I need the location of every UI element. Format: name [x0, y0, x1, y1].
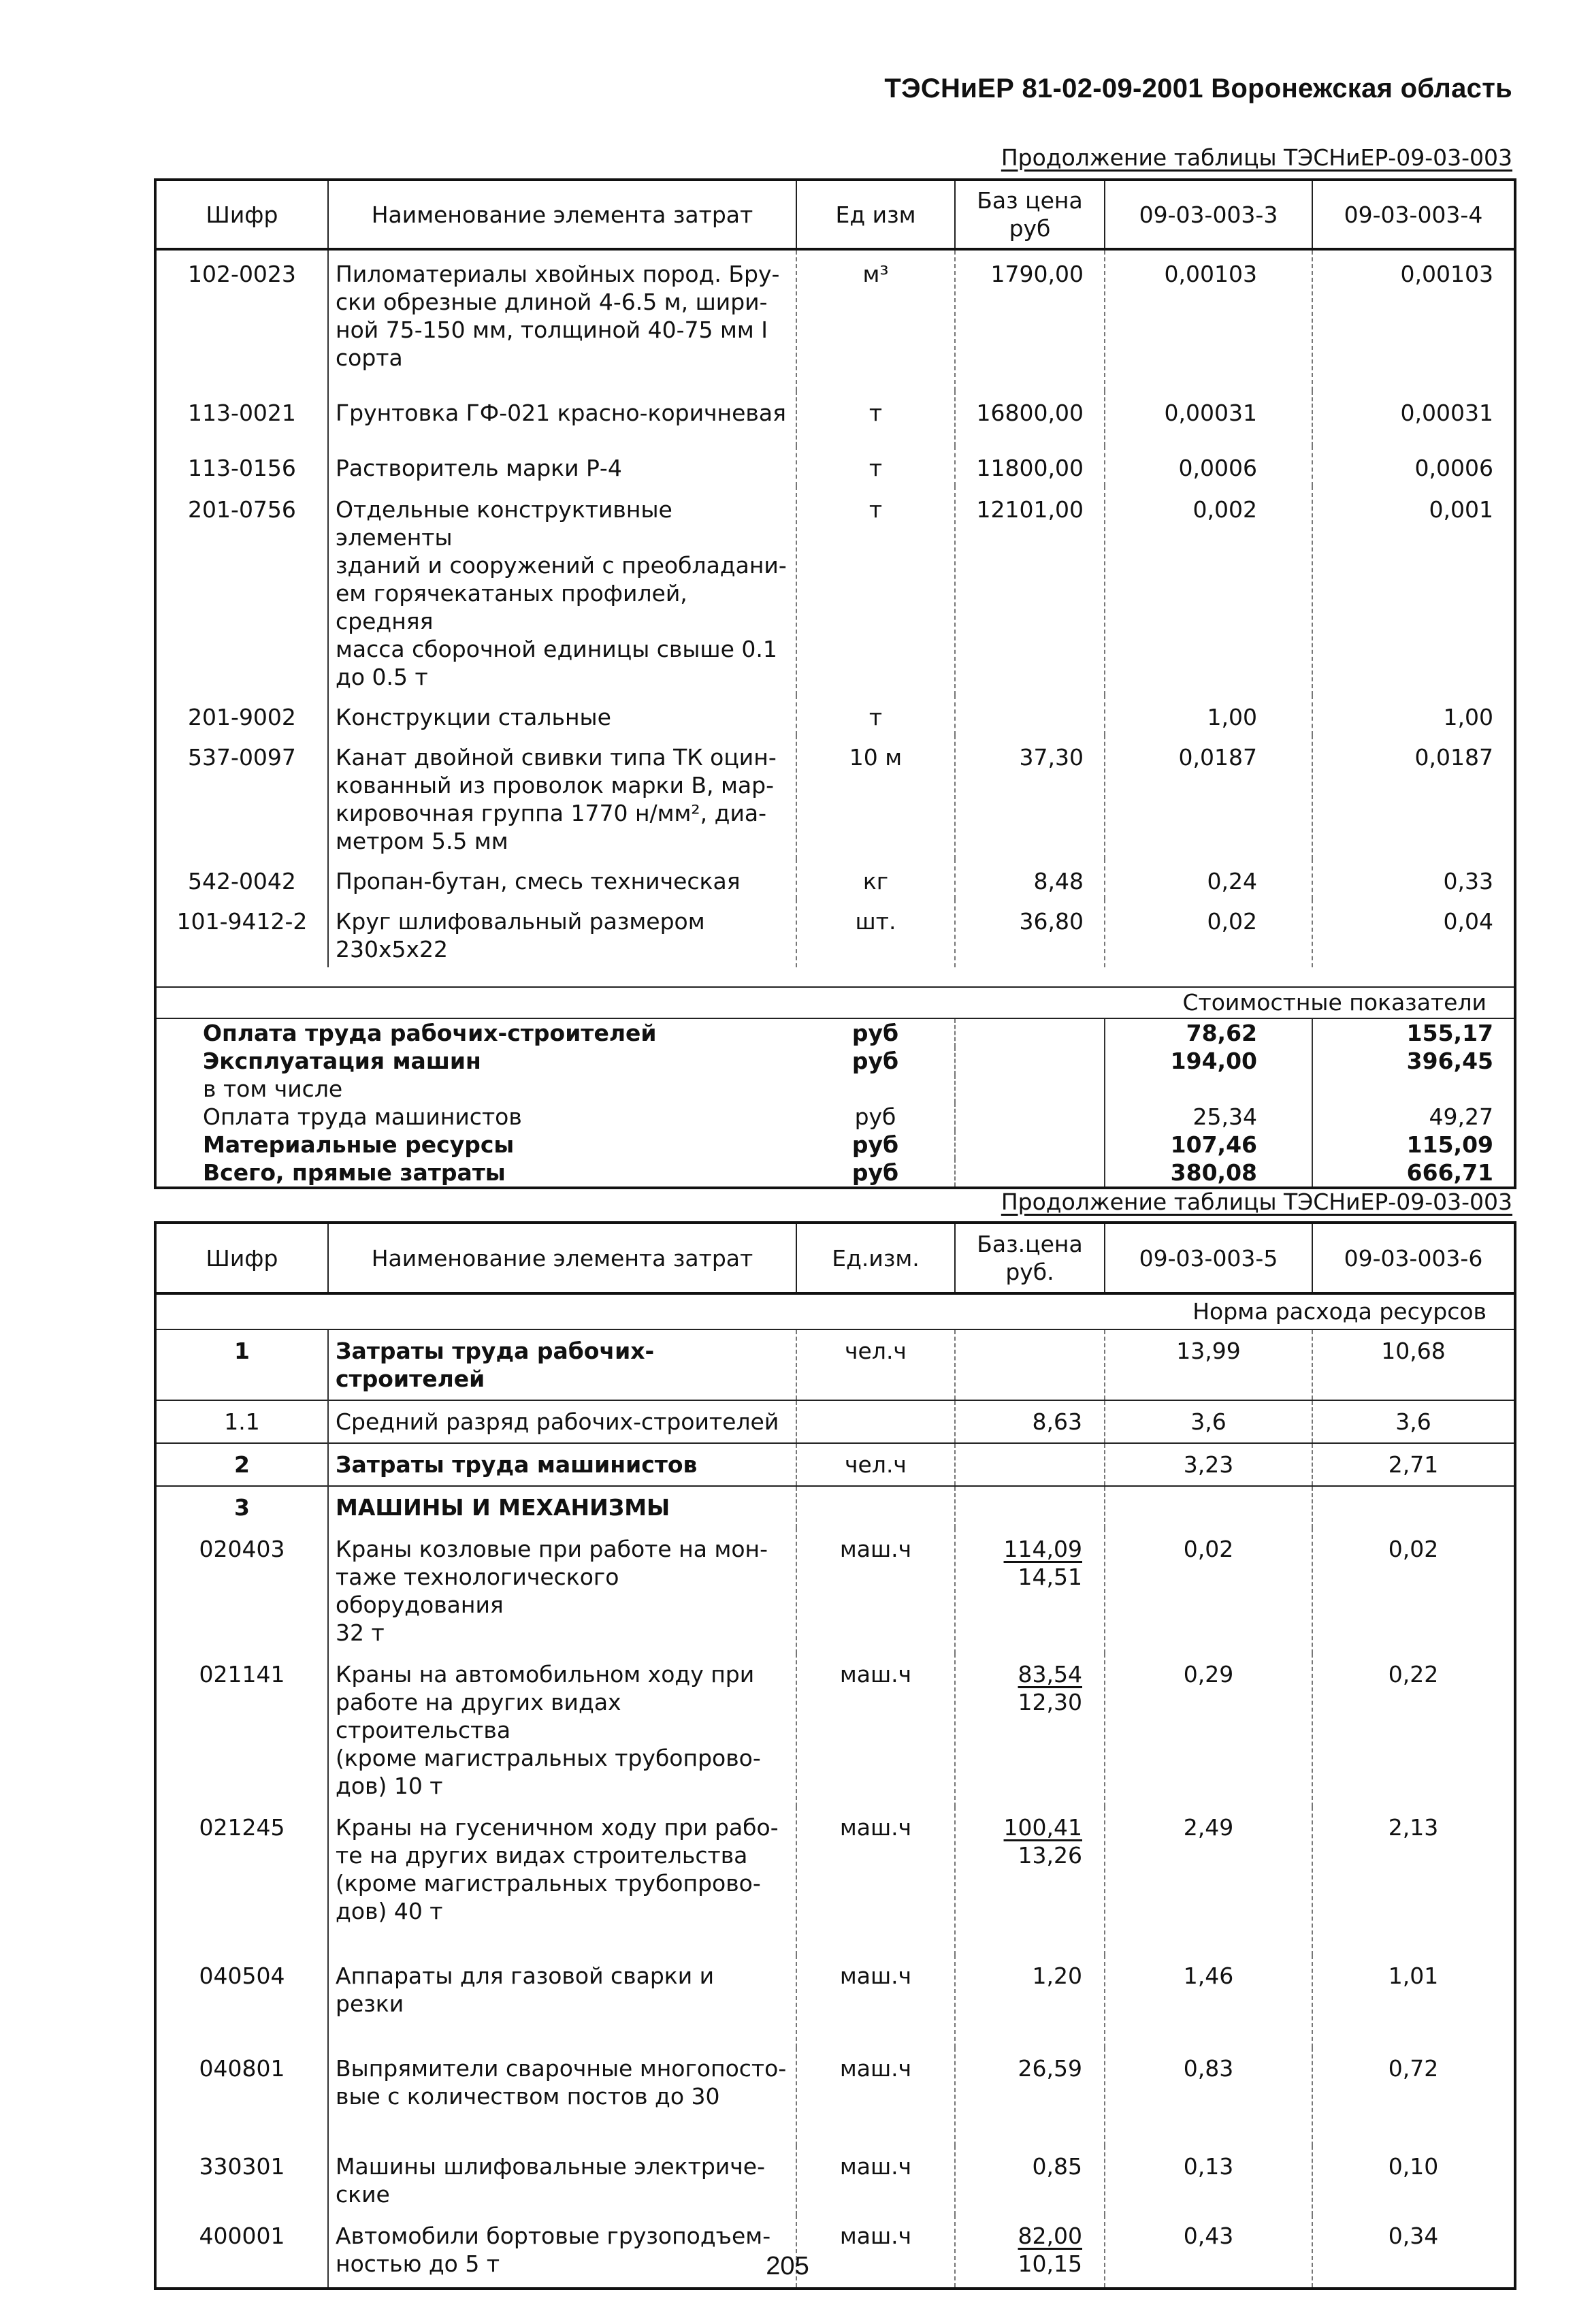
value-cell: 3,6: [1105, 1400, 1312, 1443]
norm-label-row: [155, 1293, 1515, 1329]
cost-label-row: [155, 987, 1515, 1018]
code-cell: 201-9002: [188, 704, 296, 730]
unit-cell: т: [796, 486, 955, 695]
cost-value: [1312, 1075, 1515, 1103]
cost-row: [155, 1018, 1515, 1047]
price-main: 114,09: [1003, 1536, 1082, 1562]
col-price: Баз.цена руб.: [955, 1223, 1105, 1293]
name-cell: Выпрямители сварочные многопосто- вые с количеством постов до 30: [328, 2048, 796, 2146]
unit-cell: м³: [796, 249, 955, 391]
code-cell: 3: [155, 1486, 328, 1528]
col-norm-6: 09-03-003-6: [1312, 1223, 1515, 1293]
value-cell: 1,00: [1105, 695, 1312, 735]
cost-value: 396,45: [1312, 1047, 1515, 1075]
code-cell: 040504: [199, 1963, 285, 1989]
table-row: [155, 1400, 1515, 1443]
cost-value: 49,27: [1312, 1103, 1515, 1131]
table2-caption: Продолжение таблицы ТЭСНиЕР-09-03-003: [1001, 1189, 1512, 1215]
unit-cell: [796, 1486, 955, 1528]
unit-cell: маш.ч: [796, 2146, 955, 2215]
empty-cell: [955, 1131, 1105, 1159]
table-row: [155, 1807, 1515, 1955]
table-row: [155, 486, 1515, 695]
cost-name: Оплата труда рабочих-строителей: [203, 1020, 657, 1046]
unit-cell: 10 м: [796, 735, 955, 859]
table1-caption: Продолжение таблицы ТЭСНиЕР-09-03-003: [1001, 144, 1512, 171]
code-cell: 102-0023: [188, 261, 296, 287]
table-row: [155, 695, 1515, 735]
col-price: Баз цена руб: [955, 180, 1105, 249]
price-cell: [955, 1653, 1105, 1807]
cost-name: Оплата труда машинистов: [203, 1103, 522, 1130]
value-cell: 2,13: [1312, 1807, 1515, 1955]
price-cell: [955, 1443, 1105, 1486]
col-name: Наименование элемента затрат: [328, 180, 796, 249]
value-cell: [1312, 1486, 1515, 1528]
price-cell: 8,48: [955, 859, 1105, 899]
unit-cell: шт.: [796, 899, 955, 967]
page-number: 205: [766, 2252, 809, 2280]
unit-cell: т: [796, 695, 955, 735]
value-cell: 0,00103: [1312, 249, 1515, 391]
name-cell: Аппараты для газовой сварки и резки: [328, 1955, 796, 2048]
code-cell: 1.1: [155, 1400, 328, 1443]
cost-unit: руб: [851, 1159, 899, 1186]
value-cell: 0,13: [1105, 2146, 1312, 2215]
value-cell: 0,22: [1312, 1653, 1515, 1807]
col-norm-3: 09-03-003-3: [1105, 180, 1312, 249]
value-cell: 0,10: [1312, 2146, 1515, 2215]
col-code: Шифр: [155, 1223, 328, 1293]
name-cell: Канат двойной свивки типа ТК оцин- кованный из проволок марки В, мар- кировочная группа 1770 н/мм², диа- метром 5.5 мм: [328, 735, 796, 859]
price-cell: [955, 1329, 1105, 1400]
cost-name: Всего, прямые затраты: [203, 1159, 506, 1186]
code-cell: 400001: [199, 2223, 285, 2249]
table-row: [155, 859, 1515, 899]
cost-name: Эксплуатация машин: [203, 1048, 481, 1074]
value-cell: 0,29: [1105, 1653, 1312, 1807]
value-cell: 0,001: [1312, 486, 1515, 695]
price-cell: 26,59: [955, 2048, 1105, 2146]
unit-cell: маш.ч: [796, 1653, 955, 1807]
price-cell: 0,85: [955, 2146, 1105, 2215]
table-row: [155, 446, 1515, 486]
price-cell: 1,20: [955, 1955, 1105, 2048]
price-cell: 37,30: [955, 735, 1105, 859]
name-cell: Краны на гусеничном ходу при рабо- те на других видах строительства (кроме магистральных трубопрово- дов) 40 т: [328, 1807, 796, 1955]
name-cell: Грунтовка ГФ-021 красно-коричневая: [328, 391, 796, 446]
table-row: [155, 1528, 1515, 1653]
value-cell: 0,43: [1105, 2215, 1312, 2289]
code-cell: 330301: [199, 2153, 285, 2180]
price-cell: 8,63: [955, 1400, 1105, 1443]
table-row: [155, 1955, 1515, 2048]
price-cell: [955, 1528, 1105, 1653]
empty-cell: [955, 1159, 1105, 1188]
value-cell: 1,00: [1312, 695, 1515, 735]
price-cell: 11800,00: [955, 446, 1105, 486]
table-row: [155, 899, 1515, 967]
price-cell: 12101,00: [955, 486, 1105, 695]
cost-label: Стоимостные показатели: [155, 987, 1515, 1018]
cost-value: 78,62: [1105, 1018, 1312, 1047]
name-cell: Круг шлифовальный размером 230x5x22: [328, 899, 796, 967]
empty-cell: [955, 1047, 1105, 1075]
unit-cell: т: [796, 391, 955, 446]
code-cell: 040801: [199, 2055, 285, 2082]
value-cell: 2,49: [1105, 1807, 1312, 1955]
price-wage: 13,26: [1018, 1842, 1082, 1869]
price-wage: 10,15: [1018, 2250, 1082, 2277]
empty-cell: [955, 1103, 1105, 1131]
name-cell: Средний разряд рабочих-строителей: [328, 1400, 796, 1443]
price-cell: 1790,00: [955, 249, 1105, 391]
name-cell: Затраты труда машинистов: [328, 1443, 796, 1486]
value-cell: 0,34: [1312, 2215, 1515, 2289]
price-main: 100,41: [1003, 1814, 1082, 1841]
code-cell: 201-0756: [188, 496, 296, 523]
cost-row: [155, 1075, 1515, 1103]
cost-value: [1105, 1075, 1312, 1103]
norm-label: Норма расхода ресурсов: [155, 1293, 1515, 1329]
table-row: [155, 1443, 1515, 1486]
value-cell: 0,00031: [1105, 391, 1312, 446]
table-row: [155, 2048, 1515, 2146]
col-name: Наименование элемента затрат: [328, 1223, 796, 1293]
value-cell: 0,04: [1312, 899, 1515, 967]
table-row: [155, 1329, 1515, 1400]
price-cell: 16800,00: [955, 391, 1105, 446]
value-cell: 0,0187: [1105, 735, 1312, 859]
name-cell: Затраты труда рабочих-строителей: [328, 1329, 796, 1400]
cost-unit: руб: [851, 1131, 899, 1158]
name-cell: Краны козловые при работе на мон- таже технологического оборудования 32 т: [328, 1528, 796, 1653]
value-cell: 0,00031: [1312, 391, 1515, 446]
cost-unit: руб: [854, 1103, 896, 1130]
table-row: [155, 2146, 1515, 2215]
resources-table-2: [154, 1221, 1516, 2290]
price-main: 82,00: [1018, 2223, 1082, 2249]
name-cell: Конструкции стальные: [328, 695, 796, 735]
value-cell: 3,23: [1105, 1443, 1312, 1486]
code-cell: 020403: [199, 1536, 285, 1562]
col-unit: Ед изм: [796, 180, 955, 249]
unit-cell: маш.ч: [796, 2215, 955, 2289]
cost-unit: руб: [851, 1020, 899, 1046]
price-cell: [955, 695, 1105, 735]
code-cell: 2: [155, 1443, 328, 1486]
value-cell: 1,01: [1312, 1955, 1515, 2048]
code-cell: 1: [234, 1338, 250, 1364]
cost-value: 25,34: [1105, 1103, 1312, 1131]
value-cell: 13,99: [1105, 1329, 1312, 1400]
value-cell: 0,72: [1312, 2048, 1515, 2146]
col-norm-4: 09-03-003-4: [1312, 180, 1515, 249]
cost-row: [155, 1131, 1515, 1159]
cost-name: Материальные ресурсы: [203, 1131, 515, 1158]
price-cell: 36,80: [955, 899, 1105, 967]
price-wage: 14,51: [1018, 1564, 1082, 1590]
unit-cell: чел.ч: [796, 1329, 955, 1400]
value-cell: 0,0187: [1312, 735, 1515, 859]
value-cell: 0,0006: [1312, 446, 1515, 486]
name-cell: Краны на автомобильном ходу при работе на других видах строительства (кроме магистральных трубопрово- дов) 10 т: [328, 1653, 796, 1807]
price-wage: 12,30: [1018, 1689, 1082, 1715]
code-cell: 113-0021: [188, 400, 296, 426]
unit-cell: т: [796, 446, 955, 486]
unit-cell: маш.ч: [796, 1955, 955, 2048]
unit-cell: маш.ч: [796, 1528, 955, 1653]
page-header: ТЭСНиЕР 81-02-09-2001 Воронежская область: [884, 74, 1512, 103]
unit-cell: [796, 1400, 955, 1443]
name-cell: Машины шлифовальные электриче- ские: [328, 2146, 796, 2215]
value-cell: 0,02: [1105, 1528, 1312, 1653]
value-cell: 0,83: [1105, 2048, 1312, 2146]
code-cell: 113-0156: [188, 455, 296, 481]
cost-value: 107,46: [1105, 1131, 1312, 1159]
value-cell: 0,02: [1105, 899, 1312, 967]
value-cell: 0,00103: [1105, 249, 1312, 391]
name-cell: МАШИНЫ И МЕХАНИЗМЫ: [328, 1486, 796, 1528]
value-cell: 2,71: [1312, 1443, 1515, 1486]
empty-cell: [955, 1075, 1105, 1103]
cost-row: [155, 1159, 1515, 1188]
value-cell: [1105, 1486, 1312, 1528]
col-code: Шифр: [155, 180, 328, 249]
cost-value: 666,71: [1312, 1159, 1515, 1188]
table-row: [155, 391, 1515, 446]
name-cell: Автомобили бортовые грузоподъем- ностью до 5 т: [328, 2215, 796, 2289]
table-row: [155, 735, 1515, 859]
value-cell: 3,6: [1312, 1400, 1515, 1443]
cost-unit: руб: [851, 1048, 899, 1074]
cost-row: [155, 1047, 1515, 1075]
unit-cell: маш.ч: [796, 1807, 955, 1955]
col-unit: Ед.изм.: [796, 1223, 955, 1293]
cost-value: 155,17: [1312, 1018, 1515, 1047]
col-norm-5: 09-03-003-5: [1105, 1223, 1312, 1293]
value-cell: 0,33: [1312, 859, 1515, 899]
code-cell: 021141: [199, 1661, 285, 1688]
table-row: [155, 1486, 1515, 1528]
cost-row: [155, 1103, 1515, 1131]
code-cell: 537-0097: [188, 744, 296, 771]
price-cell: [955, 1486, 1105, 1528]
name-cell: Отдельные конструктивные элементы зданий и сооружений с преобладани- ем горячекатаных профилей, средняя масса сборочной единицы свыше 0.1 до 0.5 т: [328, 486, 796, 695]
value-cell: 0,0006: [1105, 446, 1312, 486]
name-cell: Пиломатериалы хвойных пород. Бру- ски обрезные длиной 4-6.5 м, шири- ной 75-150 мм, толщиной 40-75 мм I сорта: [328, 249, 796, 391]
value-cell: 1,46: [1105, 1955, 1312, 2048]
unit-cell: чел.ч: [796, 1443, 955, 1486]
cost-value: 194,00: [1105, 1047, 1312, 1075]
cost-name: в том числе: [203, 1076, 343, 1102]
code-cell: 542-0042: [188, 868, 296, 894]
price-cell: [955, 1807, 1105, 1955]
empty-cell: [955, 1018, 1105, 1047]
code-cell: 101-9412-2: [176, 908, 308, 935]
name-cell: Пропан-бутан, смесь техническая: [328, 859, 796, 899]
unit-cell: маш.ч: [796, 2048, 955, 2146]
value-cell: 10,68: [1312, 1329, 1515, 1400]
name-cell: Растворитель марки Р-4: [328, 446, 796, 486]
cost-value: 380,08: [1105, 1159, 1312, 1188]
unit-cell: кг: [796, 859, 955, 899]
value-cell: 0,24: [1105, 859, 1312, 899]
price-main: 83,54: [1018, 1661, 1082, 1688]
cost-value: 115,09: [1312, 1131, 1515, 1159]
cost-unit: [796, 1075, 955, 1103]
value-cell: 0,002: [1105, 486, 1312, 695]
code-cell: 021245: [199, 1814, 285, 1841]
table-row: [155, 1653, 1515, 1807]
resources-table-1: [154, 178, 1516, 1189]
table-row: [155, 249, 1515, 391]
value-cell: 0,02: [1312, 1528, 1515, 1653]
